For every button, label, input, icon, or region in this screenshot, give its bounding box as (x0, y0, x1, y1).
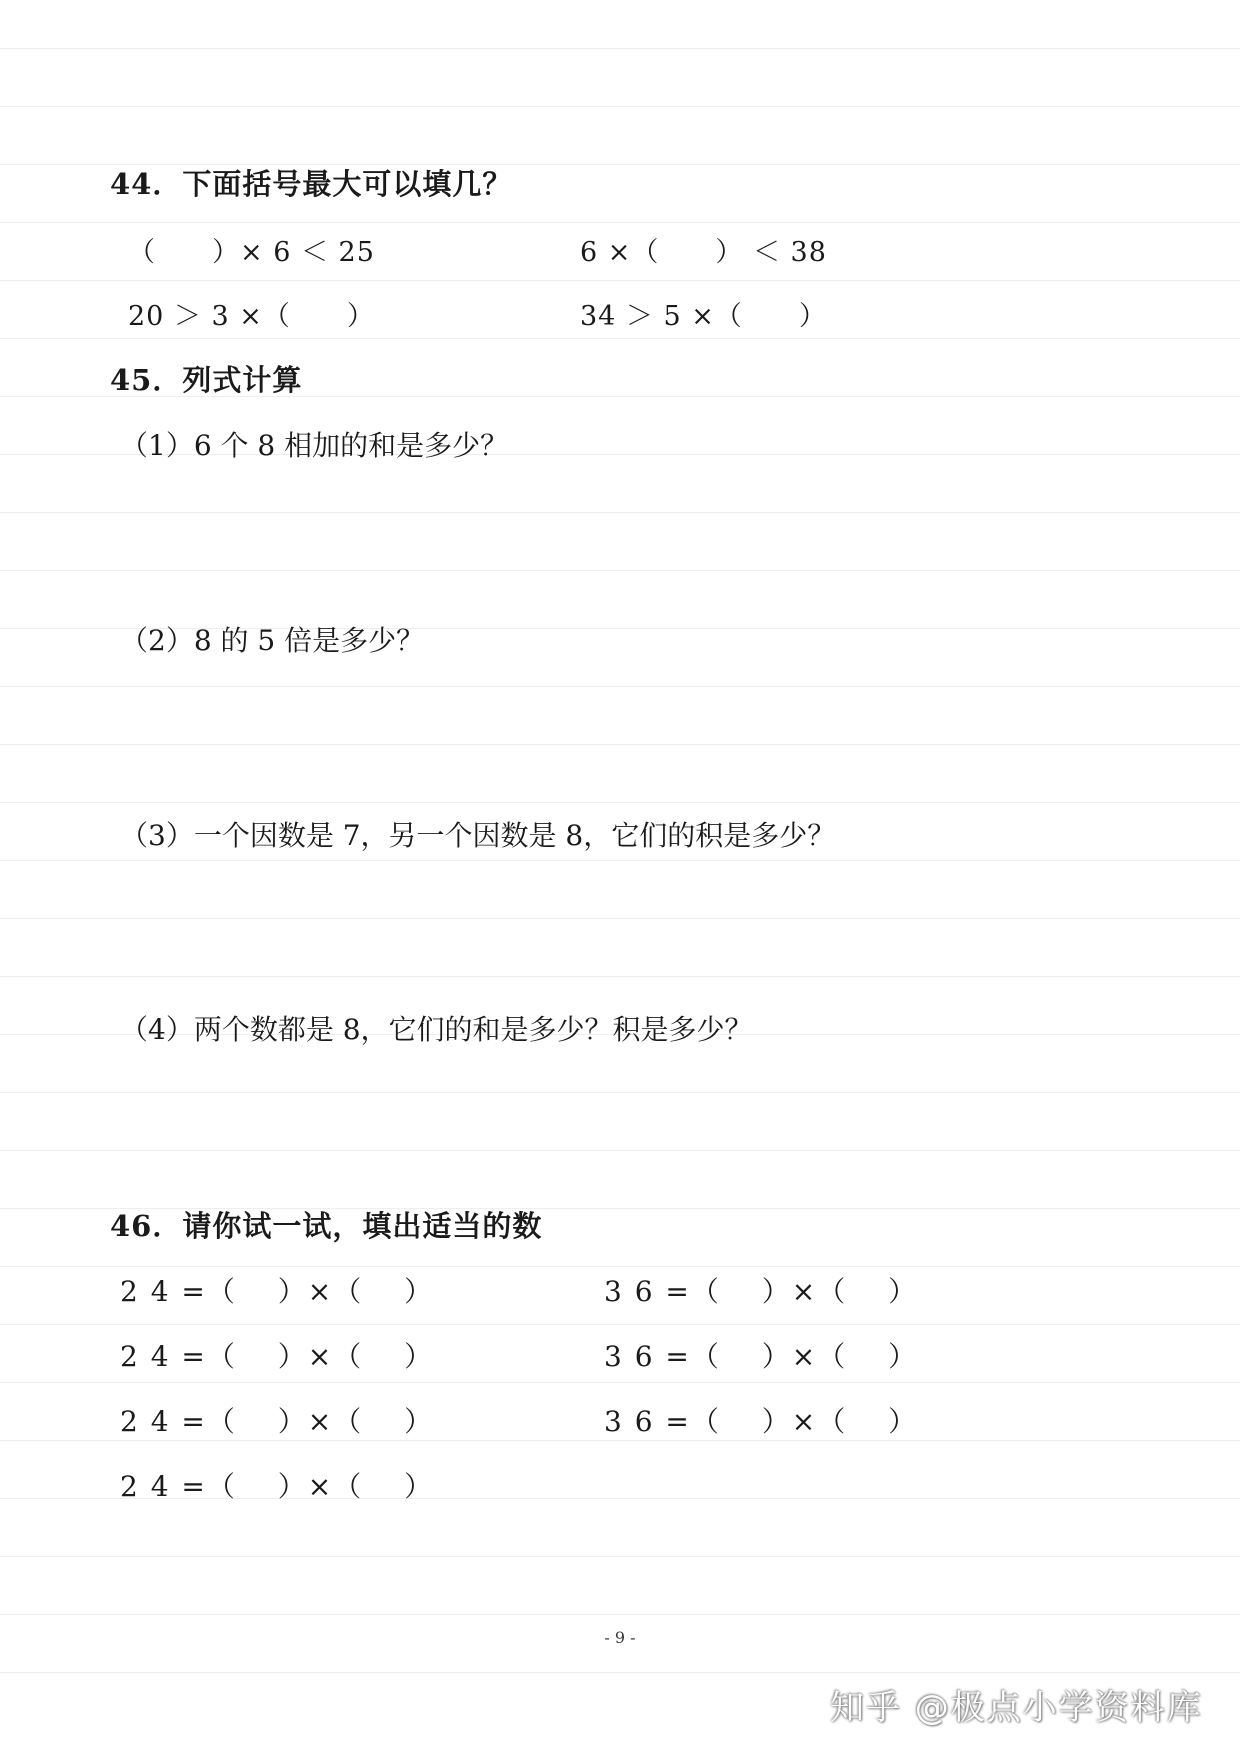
ruled-line (0, 1324, 1240, 1325)
ruled-line (0, 106, 1240, 107)
inequality-item: 6 ×（ ） ＜ 38 (580, 237, 827, 268)
page-number: - 9 - (604, 1628, 636, 1647)
ruled-line (0, 1556, 1240, 1557)
inequality-item: 34 ＞ 5 ×（ ） (580, 301, 827, 332)
factor-fill-item: 2 4 =（ ）×（ ） (120, 1405, 435, 1438)
ruled-line (0, 1614, 1240, 1615)
factor-fill-item: 3 6 =（ ）×（ ） (604, 1275, 919, 1308)
question-44-title: 44．下面括号最大可以填几？ (110, 167, 513, 201)
ruled-line (0, 1266, 1240, 1267)
factor-fill-item: 2 4 =（ ）×（ ） (120, 1340, 435, 1373)
factor-fill-item: 3 6 =（ ）×（ ） (604, 1340, 919, 1373)
sub-question-3: （3）一个因数是 7，另一个因数是 8，它们的积是多少？ (120, 819, 836, 852)
ruled-line (0, 976, 1240, 977)
watermark: 知乎 @极点小学资料库 (830, 1688, 1203, 1728)
ruled-line (0, 1150, 1240, 1151)
ruled-line (0, 512, 1240, 513)
factor-fill-item: 2 4 =（ ）×（ ） (120, 1275, 435, 1308)
factor-fill-item: 3 6 =（ ）×（ ） (604, 1405, 919, 1438)
sub-question-4: （4）两个数都是 8，它们的和是多少？积是多少？ (120, 1013, 753, 1046)
ruled-line (0, 1440, 1240, 1441)
ruled-line (0, 1092, 1240, 1093)
ruled-line (0, 338, 1240, 339)
ruled-line (0, 686, 1240, 687)
ruled-line (0, 570, 1240, 571)
factor-fill-item: 2 4 =（ ）×（ ） (120, 1470, 435, 1503)
question-46-title: 46．请你试一试，填出适当的数 (110, 1209, 543, 1243)
ruled-line (0, 48, 1240, 49)
ruled-line (0, 744, 1240, 745)
ruled-line (0, 1672, 1240, 1673)
ruled-line (0, 222, 1240, 223)
ruled-line (0, 802, 1240, 803)
sub-question-2: （2）8 的 5 倍是多少？ (120, 624, 425, 657)
ruled-line (0, 918, 1240, 919)
sub-question-1: （1）6 个 8 相加的和是多少？ (120, 429, 509, 462)
ruled-line (0, 860, 1240, 861)
ruled-line (0, 280, 1240, 281)
inequality-item: （ ）× 6 ＜ 25 (128, 237, 375, 268)
ruled-line (0, 1382, 1240, 1383)
inequality-item: 20 ＞ 3 ×（ ） (128, 301, 375, 332)
question-45-title: 45．列式计算 (110, 363, 303, 397)
